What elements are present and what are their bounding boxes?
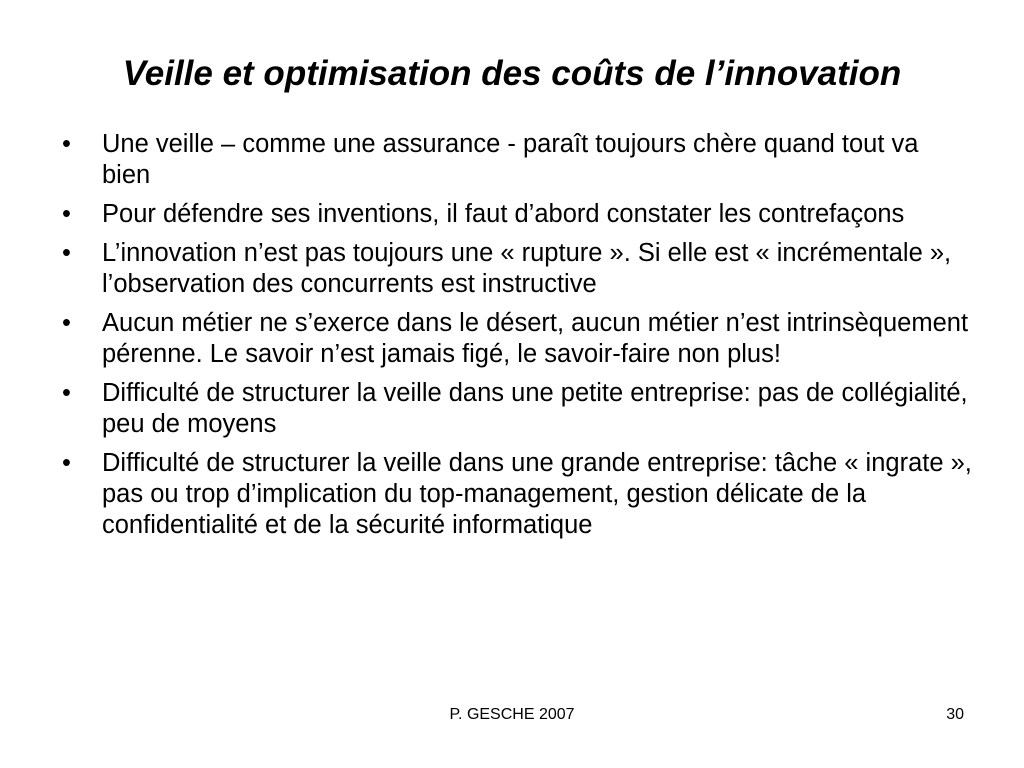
- bullet-text: Aucun métier ne s’exerce dans le désert, aucun métier n’est intrinsèquement pérenne. Le savoir n’est jamais figé, le savoir-faire non plus!: [102, 309, 969, 368]
- bullet-text: Difficulté de structurer la veille dans une grande entreprise: tâche « ingrate », pas ou trop d’implication du top-management, gestion délicate de la confidentialité et de la sécurité informatique: [102, 449, 972, 539]
- bullet-item: [60, 308, 972, 370]
- bullet-item: [60, 238, 972, 300]
- bullet-item: [60, 129, 972, 191]
- bullet-dot-icon: •: [62, 239, 71, 267]
- bullet-dot-icon: •: [62, 309, 71, 337]
- bullet-item: [60, 199, 972, 230]
- bullet-dot-icon: •: [62, 130, 71, 158]
- bullet-text: Pour défendre ses inventions, il faut d’abord constater les contrefaçons: [102, 200, 905, 228]
- bullet-dot-icon: •: [62, 379, 71, 407]
- slide-title: Veille et optimisation des coûts de l’innovation: [122, 54, 902, 93]
- bullet-text: Une veille – comme une assurance - paraît toujours chère quand tout va bien: [102, 130, 919, 189]
- bullet-item: [60, 448, 972, 541]
- bullet-list: [60, 129, 972, 549]
- bullet-dot-icon: •: [62, 200, 71, 228]
- footer-author: P. GESCHE 2007: [449, 706, 575, 723]
- bullet-dot-icon: •: [62, 449, 71, 477]
- page-number: 30: [946, 706, 964, 723]
- bullet-text: Difficulté de structurer la veille dans une petite entreprise: pas de collégialité, peu de moyens: [102, 379, 968, 438]
- bullet-item: [60, 378, 972, 440]
- bullet-text: L’innovation n’est pas toujours une « rupture ». Si elle est « incrémentale », l’observation des concurrents est instructive: [102, 239, 952, 298]
